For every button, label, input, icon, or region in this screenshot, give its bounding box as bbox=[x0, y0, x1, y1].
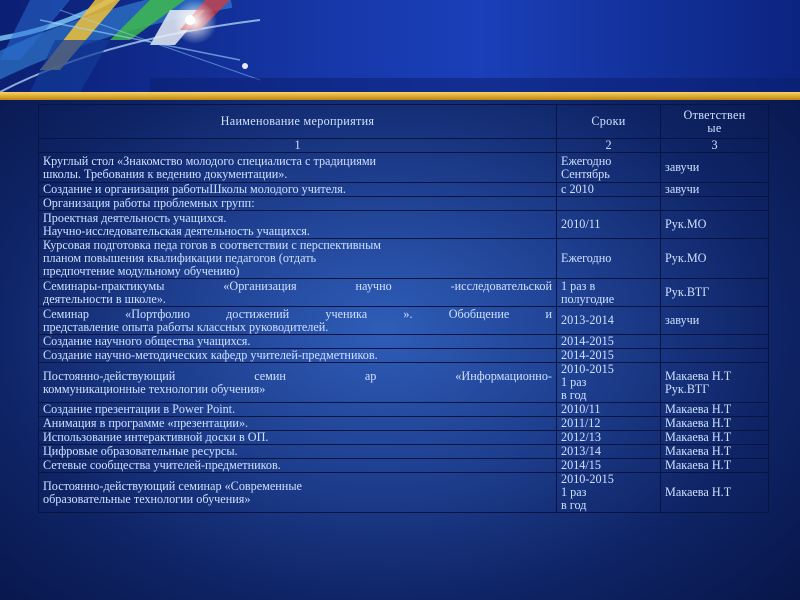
date-cell-text: полугодие bbox=[561, 291, 615, 306]
event-cell-text: Сетевые сообщества учителей-предметников. bbox=[43, 458, 281, 472]
column-number: 1 bbox=[39, 139, 557, 153]
date-cell-text: 2010-2015 bbox=[561, 472, 614, 486]
event-cell-text: школы. Требования к ведению документации». bbox=[43, 166, 288, 181]
responsible-cell-text: завучи bbox=[665, 182, 700, 196]
event-cell-text: Постоянно-действующий семин ар «Информационно- bbox=[43, 368, 552, 383]
responsible-cell bbox=[661, 279, 769, 307]
table-row bbox=[39, 279, 769, 307]
event-cell-text: деятельности в школе». bbox=[43, 291, 166, 306]
date-cell-text: 2011/12 bbox=[561, 416, 601, 430]
date-cell bbox=[557, 363, 661, 403]
event-cell-text: представление опыта работы классных руководителей. bbox=[43, 319, 329, 334]
responsible-cell bbox=[661, 239, 769, 279]
header-dates: Сроки bbox=[557, 105, 661, 139]
decorative-banner bbox=[0, 0, 800, 92]
responsible-cell bbox=[661, 403, 769, 417]
column-number: 2 bbox=[557, 139, 661, 153]
responsible-cell-text: завучи bbox=[665, 160, 700, 174]
date-cell-text: 1 раз bbox=[561, 485, 587, 499]
date-cell-text: 2013/14 bbox=[561, 444, 601, 458]
responsible-cell-text: Макаева Н.Т bbox=[665, 368, 732, 383]
date-cell-text: с 2010 bbox=[561, 182, 594, 196]
column-number-row bbox=[39, 139, 769, 153]
event-cell bbox=[39, 445, 557, 459]
event-cell-text: Курсовая подготовка педа гогов в соответствии с перспективным bbox=[43, 238, 381, 252]
event-cell-text: Проектная деятельность учащихся. bbox=[43, 210, 227, 225]
event-cell-text: планом повышения квалификации педагогов (отдать bbox=[43, 251, 317, 265]
date-cell bbox=[557, 459, 661, 473]
table-row bbox=[39, 197, 769, 211]
date-cell-text: Ежегодно bbox=[561, 153, 612, 168]
table-row bbox=[39, 239, 769, 279]
table-row bbox=[39, 431, 769, 445]
gold-divider bbox=[0, 92, 800, 100]
event-cell bbox=[39, 197, 557, 211]
event-cell bbox=[39, 183, 557, 197]
responsible-cell bbox=[661, 363, 769, 403]
event-cell bbox=[39, 211, 557, 239]
events-table-container bbox=[38, 104, 768, 562]
date-cell bbox=[557, 349, 661, 363]
table-row bbox=[39, 459, 769, 473]
event-cell bbox=[39, 417, 557, 431]
date-cell bbox=[557, 307, 661, 335]
date-cell-text: 2014/15 bbox=[561, 458, 601, 472]
responsible-cell-text: Макаева Н.Т bbox=[665, 402, 732, 416]
date-cell bbox=[557, 279, 661, 307]
table-row bbox=[39, 335, 769, 349]
event-cell-text: Постоянно-действующий семинар «Современные bbox=[43, 478, 302, 493]
date-cell bbox=[557, 335, 661, 349]
date-cell-text: Ежегодно bbox=[561, 251, 612, 265]
table-row bbox=[39, 473, 769, 513]
date-cell-text: 2012/13 bbox=[561, 430, 601, 444]
header-responsible: Ответствен ые bbox=[661, 105, 769, 139]
date-cell-text: 1 раз в bbox=[561, 278, 596, 293]
date-cell bbox=[557, 153, 661, 183]
event-cell-text: Создание научно-методических кафедр учителей-предметников. bbox=[43, 348, 378, 362]
responsible-cell bbox=[661, 183, 769, 197]
event-cell-text: Организация работы проблемных групп: bbox=[43, 196, 255, 210]
event-cell-text: Создание и организация работыШколы молодого учителя. bbox=[43, 182, 346, 196]
table-row bbox=[39, 445, 769, 459]
header-event-name: Наименование мероприятия bbox=[39, 105, 557, 139]
event-cell bbox=[39, 307, 557, 335]
responsible-cell bbox=[661, 335, 769, 349]
event-cell-text: коммуникационные технологии обучения» bbox=[43, 381, 266, 396]
responsible-cell-text: Рук.МО bbox=[665, 251, 707, 265]
responsible-cell bbox=[661, 349, 769, 363]
table-row bbox=[39, 363, 769, 403]
event-cell-text: образовательные технологии обучения» bbox=[43, 491, 251, 506]
event-cell-text: Создание презентации в Power Point. bbox=[43, 402, 236, 416]
responsible-cell-text: Макаева Н.Т bbox=[665, 430, 732, 444]
event-cell bbox=[39, 473, 557, 513]
event-cell bbox=[39, 349, 557, 363]
date-cell bbox=[557, 417, 661, 431]
responsible-cell-text: Макаева Н.Т bbox=[665, 485, 732, 499]
table-header-row bbox=[39, 105, 769, 139]
event-cell-text: Анимация в программе «презентации». bbox=[43, 416, 249, 430]
date-cell-text: 2010/11 bbox=[561, 217, 601, 231]
event-cell-text: Круглый стол «Знакомство молодого специалиста с традициями bbox=[43, 153, 377, 168]
responsible-cell-text: Макаева Н.Т bbox=[665, 458, 732, 472]
responsible-cell bbox=[661, 153, 769, 183]
date-cell-text: в год bbox=[561, 498, 587, 512]
table-row bbox=[39, 417, 769, 431]
table-row bbox=[39, 349, 769, 363]
event-cell-text: Цифровые образовательные ресурсы. bbox=[43, 444, 238, 458]
event-cell-text: Семинары-практикумы «Организация научно -исследовательской bbox=[43, 278, 552, 293]
table-row bbox=[39, 307, 769, 335]
event-cell-text: Семинар «Портфолио достижений ученика ». Обобщение и bbox=[43, 306, 552, 321]
date-cell-text: 2013-2014 bbox=[561, 313, 614, 327]
date-cell bbox=[557, 197, 661, 211]
date-cell-text: 2014-2015 bbox=[561, 348, 614, 362]
event-cell bbox=[39, 239, 557, 279]
table-row bbox=[39, 211, 769, 239]
date-cell bbox=[557, 403, 661, 417]
event-cell-text: Использование интерактивной доски в ОП. bbox=[43, 430, 269, 444]
abstract-light-banner bbox=[0, 0, 800, 92]
date-cell bbox=[557, 473, 661, 513]
table-row bbox=[39, 183, 769, 197]
responsible-cell bbox=[661, 197, 769, 211]
date-cell-text: 2014-2015 bbox=[561, 334, 614, 348]
responsible-cell bbox=[661, 307, 769, 335]
responsible-cell-text: Рук.МО bbox=[665, 217, 707, 231]
date-cell bbox=[557, 239, 661, 279]
date-cell bbox=[557, 445, 661, 459]
event-cell bbox=[39, 431, 557, 445]
responsible-cell bbox=[661, 431, 769, 445]
responsible-cell bbox=[661, 445, 769, 459]
responsible-cell-text: Рук.ВТГ bbox=[665, 381, 710, 396]
date-cell-text: Сентябрь bbox=[561, 166, 610, 181]
event-cell bbox=[39, 363, 557, 403]
date-cell-text: 2010-2015 bbox=[561, 362, 614, 376]
event-cell bbox=[39, 335, 557, 349]
responsible-cell-text: Макаева Н.Т bbox=[665, 416, 732, 430]
event-cell bbox=[39, 403, 557, 417]
event-cell-text: Создание научного общества учащихся. bbox=[43, 334, 251, 348]
date-cell bbox=[557, 183, 661, 197]
responsible-cell-text: Макаева Н.Т bbox=[665, 444, 732, 458]
responsible-cell bbox=[661, 211, 769, 239]
responsible-cell-text: Рук.ВТГ bbox=[665, 285, 710, 299]
date-cell bbox=[557, 431, 661, 445]
event-cell bbox=[39, 279, 557, 307]
event-cell-text: Научно-исследовательская деятельность учащихся. bbox=[43, 223, 310, 238]
date-cell-text: 2010/11 bbox=[561, 402, 601, 416]
event-cell bbox=[39, 459, 557, 473]
table-row bbox=[39, 403, 769, 417]
date-cell-text: 1 раз bbox=[561, 375, 587, 389]
event-cell-text: предпочтение модульному обучению) bbox=[43, 264, 240, 278]
event-cell bbox=[39, 153, 557, 183]
responsible-cell bbox=[661, 417, 769, 431]
responsible-cell bbox=[661, 473, 769, 513]
date-cell-text: в год bbox=[561, 388, 587, 402]
events-table bbox=[38, 104, 769, 513]
responsible-cell bbox=[661, 459, 769, 473]
date-cell bbox=[557, 211, 661, 239]
column-number: 3 bbox=[661, 139, 769, 153]
responsible-cell-text: завучи bbox=[665, 313, 700, 327]
table-row bbox=[39, 153, 769, 183]
